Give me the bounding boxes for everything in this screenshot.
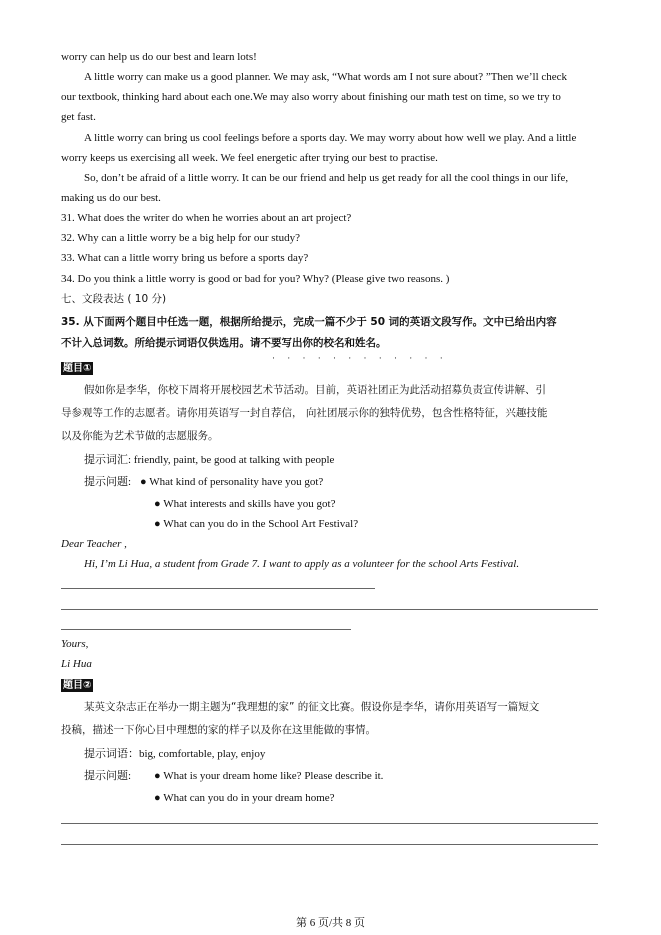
topic-1-badge: 题目① [63,363,92,374]
passage-line: A little worry can bring us cool feelings before a sports day. We may worry about how well we play. And a little [84,132,577,144]
page-footer: 第 6 页/共 8 页 [295,917,366,929]
topic-2-hint-label: 提示问题: [84,770,132,782]
question-34: 34. Do you think a little worry is good or bad for you? Why? (Please give two reasons. ) [61,273,450,285]
passage-line: making us do our best. [61,192,161,204]
letter-salutation: Dear Teacher , [61,538,127,550]
passage-line: A little worry can make us a good planner. We may ask, “What words am I not sure about? ”Then we’ll check [84,71,568,83]
topic-2-badge: 题目② [63,680,92,691]
section-heading: 七、文段表达 ( 10 分) [61,293,167,305]
topic-1-hint-question: ● What can you do in the School Art Festival? [154,518,359,530]
topic-2-hint-question: ● What is your dream home like? Please describe it. [154,770,384,782]
topic-1-description: 以及你能为艺术节做的志愿服务。 [61,430,219,442]
letter-signature: Li Hua [61,658,92,670]
topic-1-description: 导参观等工作的志愿者。请你用英语写一封自荐信， 向社团展示你的独特优势，包含性格特征，兴趣技能 [61,407,548,419]
passage-line: worry can help us do our best and learn lots! [61,51,257,63]
answer-line[interactable] [61,609,598,610]
topic-1-hint-words: 提示词汇: friendly, paint, be good at talking with people [84,454,335,466]
question-35-instruction: 35. 从下面两个题目中任选一题，根据所给提示，完成一篇不少于 50 词的英语文段写作。文中已给出内容 [61,316,557,328]
topic-2-hint-words: 提示词语：big, comfortable, play, enjoy [84,748,266,760]
question-33: 33. What can a little worry bring us before a sports day? [61,252,309,264]
topic-1-description: 假如你是李华，你校下周将开展校园艺术节活动。目前，英语社团正为此活动招募负责宣传讲解、引 [84,384,546,396]
passage-line: So, don’t be afraid of a little worry. It can be our friend and help us get ready for all the cool things in our life, [84,172,569,184]
emphasis-dots: · · · · · · · · · · · · [272,353,448,363]
question-31: 31. What does the writer do when he worries about an art project? [61,212,352,224]
topic-1-hint-question: ● What kind of personality have you got? [140,476,324,488]
question-35-instruction: 不计入总词数。所给提示词语仅供选用。请不要写出你的校名和姓名。 [61,337,387,349]
letter-closing: Yours, [61,638,89,650]
passage-line: worry keeps us exercising all week. We feel energetic after trying our best to practise. [61,152,438,164]
topic-1-hint-label: 提示问题: [84,476,132,488]
topic-2-hint-question: ● What can you do in your dream home? [154,792,335,804]
answer-line[interactable] [61,844,598,845]
letter-opening: Hi, I’m Li Hua, a student from Grade 7. I want to apply as a volunteer for the school Arts Festival. [84,558,520,570]
topic-1-hint-question: ● What interests and skills have you got? [154,498,336,510]
topic-2-description: 某英文杂志正在举办一期主题为“我理想的家” 的征文比赛。假设你是李华，请你用英语写一篇短文 [84,701,540,713]
topic-2-description: 投稿，描述一下你心目中理想的家的样子以及你在这里能做的事情。 [61,724,376,736]
passage-line: get fast. [61,111,96,123]
answer-line[interactable] [61,588,375,589]
question-32: 32. Why can a little worry be a big help for our study? [61,232,300,244]
answer-line[interactable] [61,629,351,630]
passage-line: our textbook, thinking hard about each one.We may also worry about finishing our math test on time, so we try to [61,91,561,103]
answer-line[interactable] [61,823,598,824]
